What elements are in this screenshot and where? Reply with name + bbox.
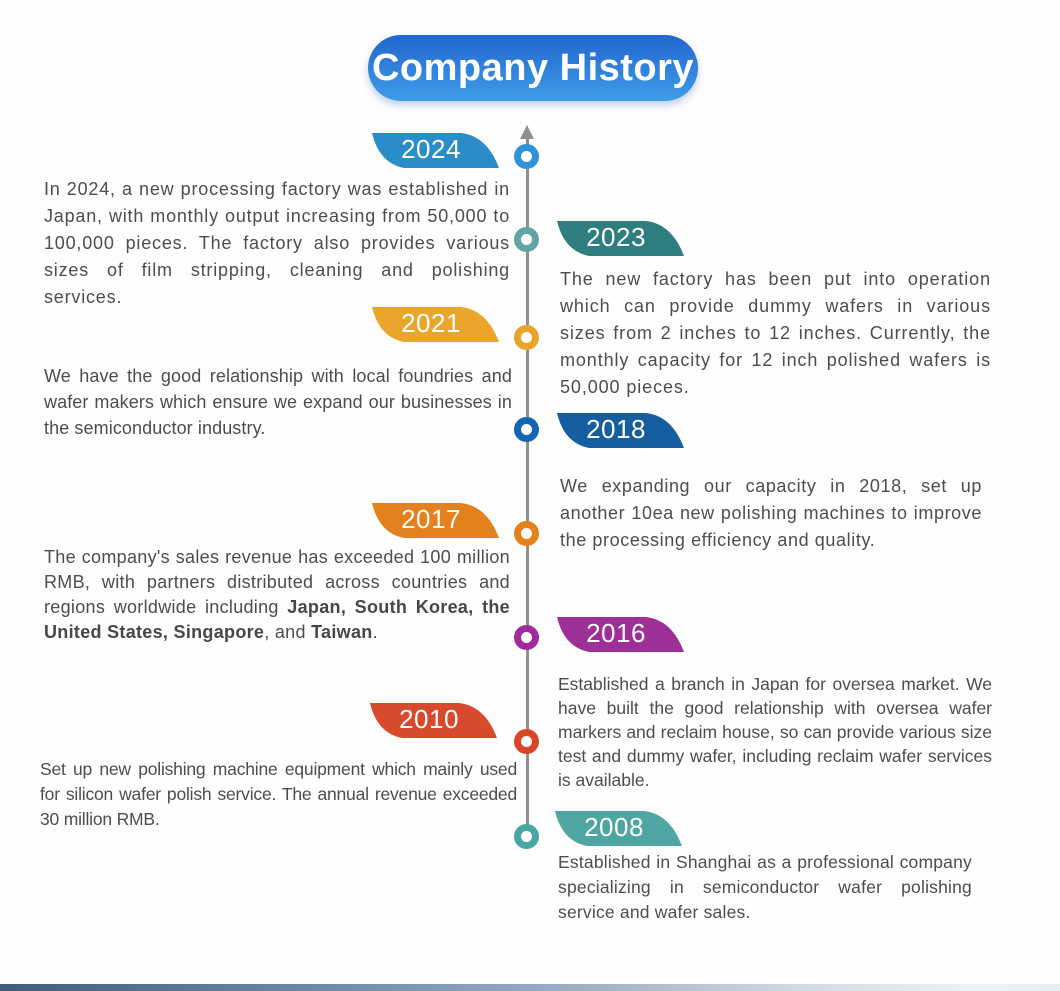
year-badge [371,307,499,342]
timeline-dot [514,417,539,442]
timeline-dot [514,144,539,169]
year-label: 2024 [401,134,461,164]
year-badge [371,133,499,168]
year-label: 2021 [401,308,461,338]
timeline-dot [514,227,539,252]
year-badge [369,703,497,738]
timeline-dot [514,729,539,754]
footer-bar [0,984,1060,991]
event-text: In 2024, a new processing factory was established in Japan, with monthly output increasing from 50,000 to 100,000 pieces. The factory also provides various sizes of film stripping, cleaning and polishing services. [44,179,510,307]
year-badge [371,503,499,538]
page-title: Company History [368,35,698,101]
timeline-dot [514,824,539,849]
year-label: 2023 [586,222,646,252]
event-text: Set up new polishing machine equipment which mainly used for silicon wafer polish service. The annual revenue exceeded 30 million RMB. [40,759,517,829]
year-label: 2008 [584,812,644,842]
timeline-dot [514,625,539,650]
year-label: 2017 [401,504,461,534]
event-text: We expanding our capacity in 2018, set up another 10ea new polishing machines to improve the processing efficiency and quality. [560,476,982,550]
year-badge [556,221,684,256]
year-badge [556,413,684,448]
year-label: 2016 [586,618,646,648]
year-badge [556,617,684,652]
event-text: The new factory has been put into operation which can provide dummy wafers in various sizes from 2 inches to 12 inches. Currently, the monthly capacity for 12 inch polished wafers is 50,000 pieces. [560,269,991,397]
event-text: Established a branch in Japan for oversea market. We have built the good relationship with oversea wafer markers and reclaim house, so can provide various size test and dummy wafer, including reclaim wafer services is available. [558,674,992,790]
event-text: The company's sales revenue has exceeded 100 million RMB, with partners distributed across countries and regions worldwide including Japan, South Korea, the United States, Singapore, and Taiwan. [44,547,510,642]
event-text: Established in Shanghai as a professional company specializing in semiconductor wafer polishing service and wafer sales. [558,852,972,922]
timeline-dot [514,521,539,546]
timeline-dot [514,325,539,350]
year-label: 2010 [399,704,459,734]
timeline-arrow-icon [520,125,534,139]
year-label: 2018 [586,414,646,444]
event-text: We have the good relationship with local foundries and wafer makers which ensure we expand our businesses in the semiconductor industry. [44,366,512,438]
year-badge [554,811,682,846]
